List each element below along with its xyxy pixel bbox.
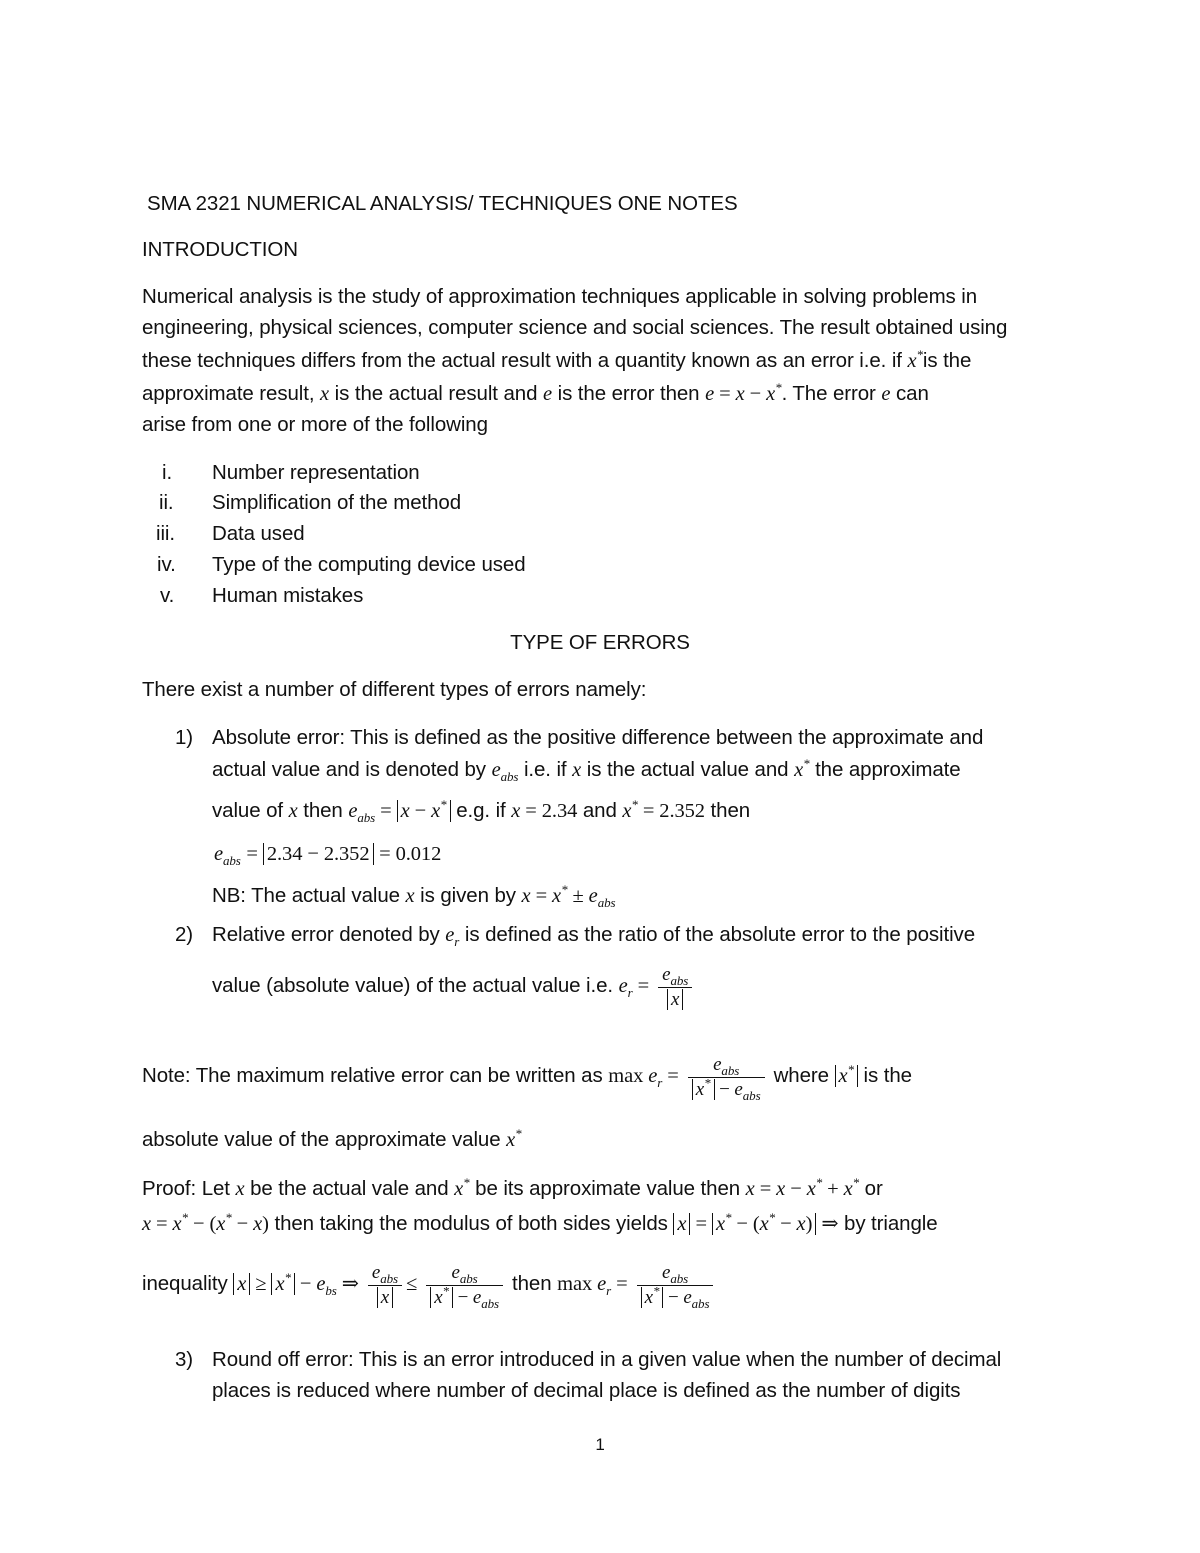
intro-line-3-text: these techniques differs from the actual result with a quantity known as an error i.e. if	[142, 349, 902, 372]
formula-e-2: e	[881, 383, 891, 405]
formula-x-nb: x	[405, 885, 415, 907]
intro-line-5: arise from one or more of the following	[142, 413, 488, 436]
item1-line3-b: then	[303, 799, 343, 822]
formula-x-star: x*	[907, 347, 923, 372]
formula-x-of: x	[288, 800, 298, 822]
intro-line-4-a: approximate result,	[142, 382, 315, 405]
item2-line2	[212, 961, 696, 1012]
source-marker-2: ii.	[159, 491, 174, 514]
note-c: is the	[863, 1064, 912, 1087]
source-item-3: Data used	[212, 522, 305, 545]
intro-line-4-b: is the actual result and	[334, 382, 538, 405]
item2-line1-a: Relative error denoted by	[212, 923, 440, 946]
proof-g: inequality	[142, 1272, 228, 1295]
source-item-5: Human mistakes	[212, 584, 364, 607]
page-number: 1	[595, 1435, 605, 1454]
item1-example: $e_{abs} = 2.34 - 2.352 = 0.012$	[214, 843, 442, 869]
item1-line3-a: value of	[212, 799, 284, 822]
formula-triangle: $x \ge x^* - e_{bs}$ ⇒ $\frac{e_{abs}}{x}$ ≤ $\frac{e_{abs}}{x^* - e_{abs}}$	[233, 1273, 512, 1295]
formula-x-value: x = 2.34	[511, 800, 578, 822]
formula-frac-conclusion: $\frac{e_{abs}}{x^* - e_{abs}}$	[637, 1261, 714, 1310]
item3-line1: Round off error: This is an error introduced in a given value when the number of decimal	[212, 1348, 1002, 1371]
item1-line3-d: and	[582, 799, 617, 822]
formula-identity: x = x − x* + x*	[745, 1175, 860, 1200]
item2-line2-text: value (absolute value) of the actual value i.e.	[212, 974, 613, 997]
formula-example-abs: 2.34 − 2.352	[263, 843, 374, 865]
source-item-1: Number representation	[212, 461, 420, 484]
intro-line-1: Numerical analysis is the study of approximation techniques applicable in solving problems in	[142, 285, 978, 308]
formula-relative-fraction: $\frac{e_{abs}}{x}$	[658, 963, 692, 1012]
proof-e: then taking the modulus of both sides yields	[274, 1212, 668, 1235]
proof-b: be the actual vale and	[250, 1177, 449, 1200]
proof-line-3	[142, 1258, 717, 1310]
source-marker-3: iii.	[156, 522, 175, 545]
item1-nb-a: NB: The actual value	[212, 884, 400, 907]
formula-e: e	[543, 383, 552, 405]
note-d: absolute value of the approximate value	[142, 1128, 501, 1151]
note-b: where	[773, 1064, 829, 1087]
note-line	[142, 1050, 912, 1102]
item2-line1	[212, 923, 975, 950]
formula-e-abs: $e_{abs}$	[491, 759, 519, 785]
proof-line-1	[142, 1177, 883, 1201]
formula-error-def: e = x − x*	[705, 380, 782, 405]
proof-h: then	[512, 1272, 552, 1295]
formula-x-star-proof: x*	[454, 1175, 470, 1200]
intro-line-4-e: can	[896, 382, 929, 405]
proof-d: or	[864, 1177, 883, 1200]
item1-marker: 1)	[175, 726, 194, 749]
item1-line1: Absolute error: This is defined as the positive difference between the approximate and	[212, 726, 984, 749]
formula-frac-right: $\frac{e_{abs}}{x^* - e_{abs}}$	[426, 1261, 503, 1310]
item1-nb	[212, 882, 616, 911]
formula-max-fraction: $\frac{e_{abs}}{x^* - e_{abs}}$	[688, 1053, 765, 1102]
item1-line2	[212, 756, 961, 785]
proof-f: by triangle	[844, 1212, 938, 1235]
item1-line2-b: i.e. if	[523, 758, 567, 781]
source-marker-4: iv.	[157, 553, 176, 576]
formula-rewrite: x = x* − (x* − x)	[142, 1210, 269, 1235]
item2-marker: 2)	[175, 923, 194, 946]
intro-line-2: engineering, physical sciences, computer science and social sciences. The result obtained using	[142, 316, 1008, 339]
item3-marker: 3)	[175, 1348, 194, 1371]
item1-nb-b: is given by	[420, 884, 516, 907]
source-item-4: Type of the computing device used	[212, 553, 526, 576]
intro-line-4	[142, 382, 929, 406]
source-marker-5: v.	[160, 584, 175, 607]
formula-x-proof: x	[235, 1178, 245, 1200]
types-heading: TYPE OF ERRORS	[510, 631, 690, 654]
formula-x-actual: x	[572, 759, 582, 781]
formula-x-star-approx: x*	[794, 756, 810, 781]
formula-x-plusminus: $x = x^* \pm e_{abs}$	[521, 882, 616, 911]
formula-x-star-value: x* = 2.352	[622, 797, 705, 822]
formula-frac-left: $\frac{e_{abs}}{x}$	[368, 1261, 402, 1310]
item1-line3	[212, 797, 751, 826]
item1-line2-d: the approximate	[815, 758, 961, 781]
intro-line-3	[142, 349, 971, 373]
intro-heading: INTRODUCTION	[142, 238, 298, 261]
formula-max-conclusion: $\max e_r$ = $\frac{e_{abs}}{x^* - e_{abs}}$	[557, 1273, 717, 1295]
document-title: SMA 2321 NUMERICAL ANALYSIS/ TECHNIQUES ONE NOTES	[147, 192, 738, 215]
formula-x: x	[320, 383, 330, 405]
formula-x-star-note: x*	[506, 1126, 522, 1151]
types-intro: There exist a number of different types of errors namely:	[142, 678, 647, 701]
formula-abs-error-def: $e_{abs} = x - x^*$	[348, 800, 450, 822]
formula-abs-x-star: x*	[835, 1065, 858, 1087]
item1-line3-e: then	[710, 799, 751, 822]
item1-line3-c: e.g. if	[456, 799, 506, 822]
item1-line2-c: is the actual value and	[586, 758, 789, 781]
intro-line-4-c: is the error then	[557, 382, 700, 405]
proof-c: be its approximate value then	[475, 1177, 741, 1200]
note-a: Note: The maximum relative error can be written as	[142, 1064, 603, 1087]
item1-line2-a: actual value and is denoted by	[212, 758, 486, 781]
intro-line-4-d: . The error	[781, 382, 876, 405]
proof-line-2	[142, 1212, 938, 1236]
note-line-2	[142, 1128, 522, 1152]
formula-e-r: $e_r$	[445, 924, 460, 950]
formula-e-r-def: $e_r$ = $\frac{e_{abs}}{x}$	[619, 975, 697, 997]
formula-modulus: x = x* − (x* − x) ⇒	[673, 1213, 838, 1235]
formula-e-abs-example: $e_{abs}$	[214, 843, 241, 869]
formula-example-result: = 0.012	[379, 843, 442, 865]
proof-a: Proof: Let	[142, 1177, 230, 1200]
source-item-2: Simplification of the method	[212, 491, 462, 514]
source-marker-1: i.	[162, 461, 173, 484]
intro-line-3-end: is the	[922, 349, 972, 372]
item3-line2: places is reduced where number of decimal place is defined as the number of digits	[212, 1379, 961, 1402]
formula-max-er: $\max e_r$ = $\frac{e_{abs}}{x^* - e_{abs}}$	[608, 1065, 773, 1087]
item2-line1-b: is defined as the ratio of the absolute error to the positive	[464, 923, 975, 946]
